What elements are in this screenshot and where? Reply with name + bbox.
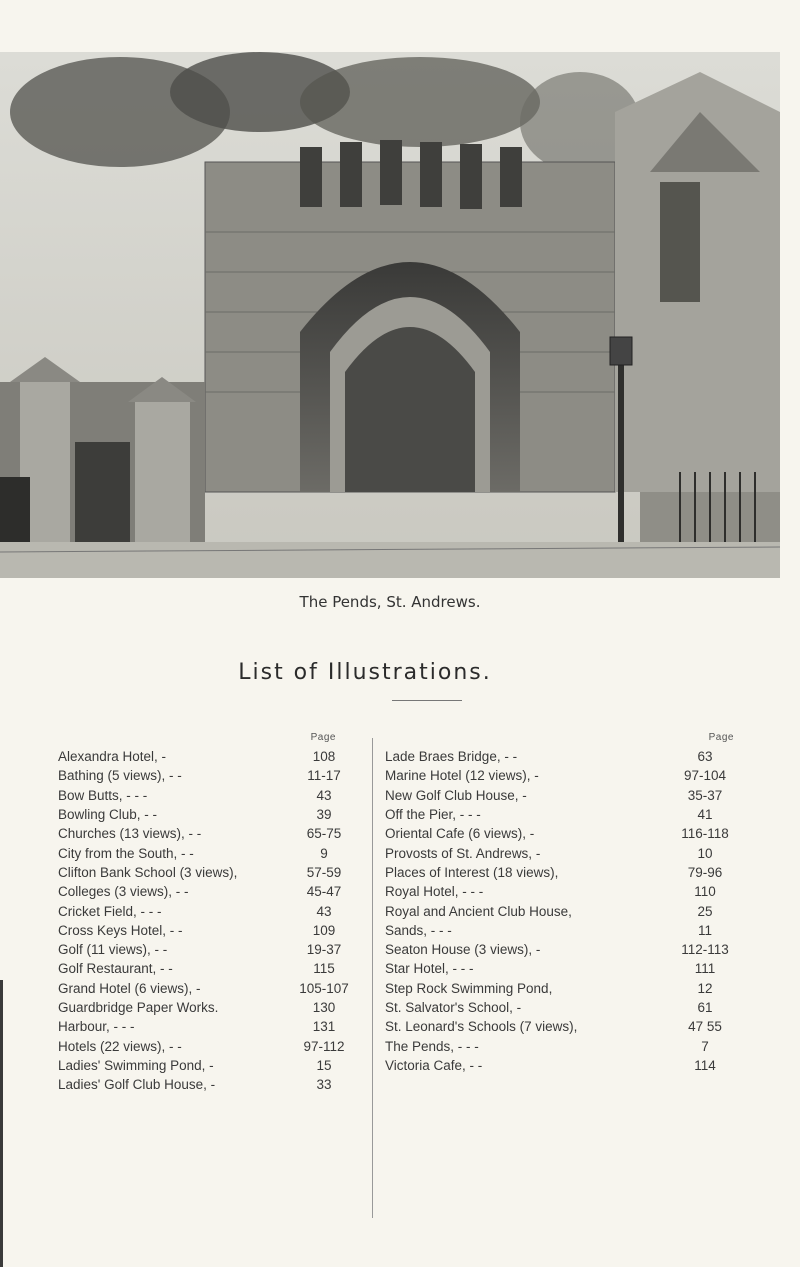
index-entry [385, 843, 740, 862]
page-column-header: Page [310, 732, 336, 743]
entry-title: Guardbridge Paper Works. [58, 1000, 219, 1015]
entry-page: 65-75 [306, 826, 342, 842]
entry-page: 97-112 [303, 1038, 345, 1054]
entry-title: Grand Hotel (6 views), - [58, 980, 201, 996]
pends-illustration [0, 52, 780, 578]
index-entry [385, 901, 740, 920]
entry-page: 7 [701, 1038, 709, 1054]
entry-page: 110 [694, 884, 716, 900]
entry-page: 63 [697, 749, 713, 765]
entry-title: Clifton Bank School (3 views), [58, 864, 238, 880]
index-entry [385, 921, 740, 940]
entry-title: Royal and Ancient Club House, [385, 903, 572, 919]
entry-page: 11 [697, 922, 712, 938]
index-entry [385, 747, 740, 766]
index-entry [58, 901, 360, 920]
page-title: List of Illustrations. [238, 660, 492, 685]
entry-title: Alexandra Hotel, - [58, 749, 167, 765]
left-index-list [58, 747, 360, 1094]
index-entry [385, 805, 740, 824]
index-entry [385, 979, 740, 998]
title-underline [392, 700, 462, 701]
entry-page: 105-107 [299, 980, 349, 996]
column-divider [372, 738, 373, 1218]
index-entry [58, 998, 360, 1017]
entry-title: St. Leonard's Schools (7 views), [385, 1019, 578, 1035]
entry-page: 11-17 [307, 768, 341, 784]
entry-title: Step Rock Swimming Pond, [385, 980, 553, 996]
entry-title: Marine Hotel (12 views), - [385, 768, 539, 784]
entry-title: Star Hotel, - - - [385, 961, 474, 977]
entry-page: 9 [320, 845, 328, 861]
entry-title: Cross Keys Hotel, - - [58, 922, 183, 938]
entry-title: Seaton House (3 views), - [385, 942, 541, 958]
photo-caption: The Pends, St. Andrews. [299, 593, 481, 611]
index-entry [58, 863, 360, 882]
entry-title: City from the South, - - [58, 845, 194, 861]
index-entry [58, 1017, 360, 1036]
entry-title: Harbour, - - - [58, 1019, 135, 1035]
entry-page: 57-59 [306, 864, 342, 880]
entry-title: Royal Hotel, - - - [385, 884, 484, 900]
entry-title: Hotels (22 views), - - [58, 1038, 182, 1054]
entry-title: Cricket Field, - - - [58, 903, 162, 919]
entry-page: 33 [316, 1077, 332, 1093]
entry-page: 79-96 [687, 864, 723, 880]
entry-page: 12 [697, 980, 713, 996]
index-entry [385, 1017, 740, 1036]
index-entry [385, 882, 740, 901]
index-entry [385, 1036, 740, 1055]
left-column [58, 732, 360, 1094]
index-entry [58, 882, 360, 901]
page-column-header: Page [708, 732, 734, 743]
entry-title: Churches (13 views), - - [58, 826, 202, 842]
entry-page: 115 [313, 961, 335, 977]
entry-title: Provosts of St. Andrews, - [385, 845, 541, 861]
index-entry [385, 1056, 740, 1075]
entry-title: Colleges (3 views), - - [58, 884, 189, 900]
entry-page: 39 [316, 807, 332, 823]
index-entry [58, 843, 360, 862]
index-entry [58, 786, 360, 805]
entry-title: Ladies' Golf Club House, - [58, 1077, 216, 1093]
entry-page: 61 [697, 1000, 713, 1015]
entry-page: 108 [312, 749, 336, 765]
entry-title: Lade Braes Bridge, - - [385, 749, 518, 765]
entry-title: New Golf Club House, - [385, 787, 527, 803]
entry-page: 116-118 [681, 826, 729, 842]
entry-page: 43 [316, 903, 332, 919]
entry-page: 130 [312, 1000, 336, 1015]
entry-title: Victoria Cafe, - - [385, 1057, 483, 1073]
index-entry [385, 940, 740, 959]
entry-page: 47 55 [688, 1019, 722, 1035]
index-entry [58, 805, 360, 824]
index-entry [385, 824, 740, 843]
entry-title: Sands, - - - [385, 922, 452, 938]
page-edge-shadow [0, 980, 3, 1267]
index-entry [58, 747, 360, 766]
right-index-list [385, 747, 740, 1075]
entry-title: St. Salvator's School, - [385, 1000, 522, 1015]
index-entry [58, 766, 360, 785]
index-entry [385, 766, 740, 785]
entry-title: Golf Restaurant, - - [58, 961, 173, 977]
entry-title: Golf (11 views), - - [58, 942, 168, 958]
entry-title: Places of Interest (18 views), [385, 864, 559, 880]
index-entry [58, 824, 360, 843]
entry-page: 97-104 [683, 768, 727, 784]
entry-title: Bathing (5 views), - - [58, 768, 182, 784]
entry-title: Off the Pier, - - - [385, 807, 481, 823]
index-entry [58, 940, 360, 959]
entry-page: 111 [694, 961, 716, 977]
entry-page: 19-37 [306, 942, 342, 958]
entry-page: 43 [316, 787, 332, 803]
entry-page: 114 [694, 1057, 716, 1073]
entry-page: 131 [312, 1019, 336, 1035]
index-entry [58, 1056, 360, 1075]
entry-title: Bowling Club, - - [58, 807, 158, 823]
entry-title: The Pends, - - - [385, 1038, 479, 1054]
entry-page: 10 [697, 845, 713, 861]
index-entry [58, 959, 360, 978]
right-column [385, 732, 740, 1075]
index-entry [58, 1075, 360, 1094]
index-entry [58, 921, 360, 940]
entry-page: 109 [312, 922, 336, 938]
index-entry [385, 863, 740, 882]
entry-page: 25 [697, 903, 713, 919]
entry-page: 112-113 [681, 942, 729, 958]
entry-page: 35-37 [687, 787, 723, 803]
entry-title: Bow Butts, - - - [58, 787, 148, 803]
index-entry [58, 1036, 360, 1055]
entry-page: 41 [697, 807, 713, 823]
entry-page: 15 [316, 1057, 332, 1073]
entry-title: Oriental Cafe (6 views), - [385, 826, 535, 842]
index-entry [385, 998, 740, 1017]
entry-title: Ladies' Swimming Pond, - [58, 1057, 214, 1073]
pends-photograph [0, 52, 780, 578]
index-entry [385, 786, 740, 805]
index-entry [385, 959, 740, 978]
index-entry [58, 979, 360, 998]
entry-page: 45-47 [306, 884, 342, 900]
